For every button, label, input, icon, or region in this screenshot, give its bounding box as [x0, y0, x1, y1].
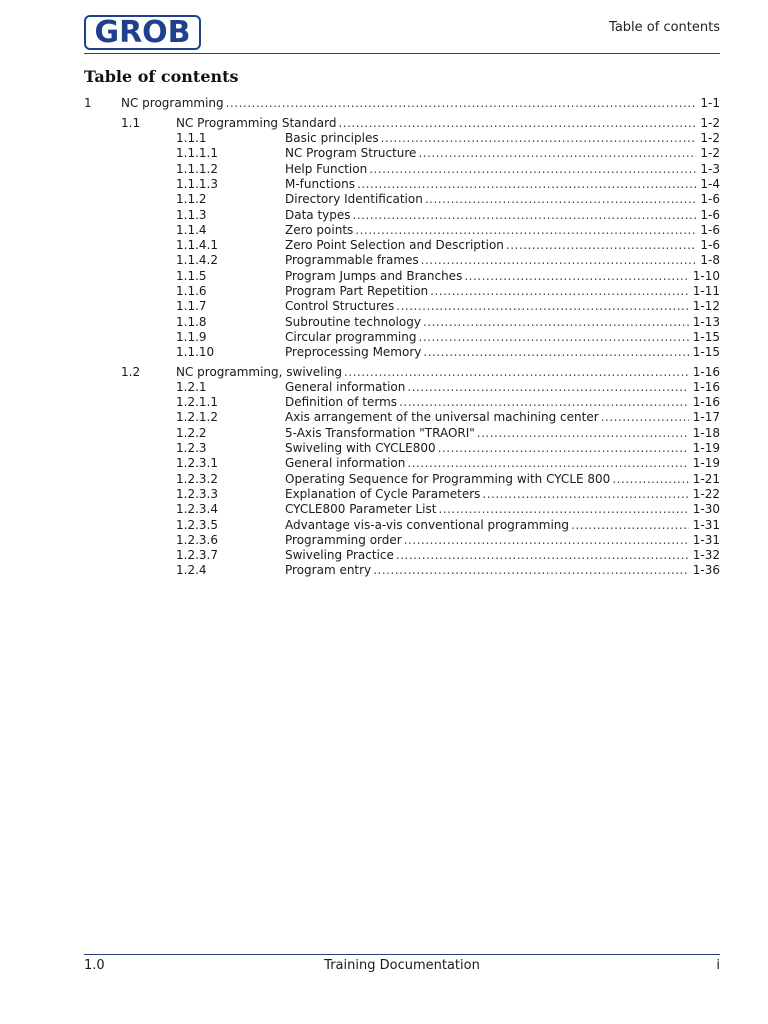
toc-entry-number: 1.2.3.3: [176, 486, 218, 501]
toc-entry-title: NC Programming Standard: [176, 115, 337, 130]
footer-title: Training Documentation: [324, 958, 480, 973]
toc-leader-dots: [396, 548, 689, 563]
toc-entry[interactable]: [84, 208, 720, 223]
toc-entry-number: 1.1.4: [176, 222, 207, 237]
toc-entry[interactable]: [84, 284, 720, 299]
toc-entry-page: 1-16: [692, 379, 720, 394]
toc-leader-dots: [355, 223, 696, 238]
toc-entry-title: Programming order: [285, 532, 402, 547]
toc-entry-number: 1.2.1.2: [176, 410, 218, 425]
toc-leader-dots: [381, 131, 697, 146]
toc-entry[interactable]: [84, 395, 720, 410]
toc-leader-dots: [338, 116, 696, 131]
toc-entry-page: 1-22: [692, 486, 720, 501]
grob-logo: GROB: [84, 15, 201, 50]
toc-entry-title: Zero Point Selection and Description: [285, 238, 504, 253]
toc-entry-title: Help Function: [285, 161, 368, 176]
toc-entry-page: 1-21: [692, 471, 720, 486]
toc-entry-title: Directory Identification: [285, 192, 423, 207]
toc-leader-dots: [482, 487, 688, 502]
toc-entry-number: 1.1.5: [176, 268, 207, 283]
header-title: Table of contents: [609, 20, 720, 35]
toc-entry[interactable]: [84, 365, 720, 380]
toc-entry-number: 1.2.4: [176, 563, 207, 578]
toc-entry[interactable]: [84, 345, 720, 360]
page-title: Table of contents: [84, 67, 239, 86]
toc-entry-page: 1-15: [692, 345, 720, 360]
toc-entry-number: 1.2.3.2: [176, 471, 218, 486]
toc-entry[interactable]: [84, 410, 720, 425]
toc-entry-title: General information: [285, 456, 406, 471]
toc-entry[interactable]: [84, 518, 720, 533]
toc-entry-title: CYCLE800 Parameter List: [285, 502, 437, 517]
toc-entry-number: 1.1.7: [176, 299, 207, 314]
toc-leader-dots: [571, 518, 689, 533]
toc-entry-page: 1-30: [692, 502, 720, 517]
toc-entry[interactable]: [84, 223, 720, 238]
toc-entry-number: 1.2.3.6: [176, 532, 218, 547]
toc-entry-title: Program Part Repetition: [285, 284, 429, 299]
toc-entry-number: 1.2.3.5: [176, 517, 218, 532]
header-divider: [84, 53, 720, 54]
toc-entry[interactable]: [84, 533, 720, 548]
toc-entry-title: Programmable frames: [285, 253, 419, 268]
toc-leader-dots: [226, 96, 697, 111]
toc-entry-page: 1-36: [692, 563, 720, 578]
toc-leader-dots: [430, 284, 689, 299]
toc-entry-number: 1.1.3: [176, 207, 207, 222]
toc-leader-dots: [418, 146, 696, 161]
toc-entry-title: NC programming, swiveling: [176, 364, 343, 379]
toc-entry[interactable]: [84, 441, 720, 456]
toc-entry-number: 1.2: [121, 364, 141, 379]
toc-entry[interactable]: [84, 563, 720, 578]
toc-leader-dots: [423, 345, 688, 360]
toc-entry-title: Explanation of Cycle Parameters: [285, 486, 481, 501]
toc-entry-number: 1.2.3: [176, 441, 207, 456]
toc-leader-dots: [421, 253, 697, 268]
toc-entry-number: 1.1.1: [176, 131, 207, 146]
toc-entry[interactable]: [84, 253, 720, 268]
toc-entry-page: 1-8: [700, 253, 720, 268]
toc-entry-title: 5-Axis Transformation "TRAORI": [285, 425, 475, 440]
toc-entry-page: 1-11: [692, 284, 720, 299]
toc-entry-page: 1-32: [692, 548, 720, 563]
toc-entry-page: 1-4: [700, 176, 720, 191]
toc-entry-title: Advantage vis-a-vis conventional programming: [285, 517, 570, 532]
toc-entry-title: NC Program Structure: [285, 146, 417, 161]
toc-leader-dots: [425, 192, 697, 207]
toc-entry-number: 1.1.1.1: [176, 146, 218, 161]
toc-entry-page: 1-6: [700, 222, 720, 237]
toc-entry-title: Operating Sequence for Programming with CYCLE 800: [285, 471, 611, 486]
toc-leader-dots: [399, 395, 689, 410]
toc-entry[interactable]: [84, 269, 720, 284]
toc-entry-number: 1.1.6: [176, 284, 207, 299]
table-of-contents: [84, 96, 720, 579]
toc-entry-page: 1-15: [692, 329, 720, 344]
toc-entry-number: 1.2.3.7: [176, 548, 218, 563]
toc-entry-page: 1-19: [692, 441, 720, 456]
footer-divider: [84, 954, 720, 955]
toc-entry[interactable]: [84, 146, 720, 161]
toc-entry-number: 1.1.1.2: [176, 161, 218, 176]
toc-entry[interactable]: [84, 426, 720, 441]
toc-leader-dots: [344, 365, 689, 380]
toc-entry-page: 1-6: [700, 192, 720, 207]
toc-entry[interactable]: [84, 177, 720, 192]
toc-entry-number: 1.1.10: [176, 345, 215, 360]
toc-entry-page: 1-10: [692, 268, 720, 283]
toc-leader-dots: [477, 426, 689, 441]
toc-entry-title: Swiveling Practice: [285, 548, 394, 563]
toc-leader-dots: [438, 441, 689, 456]
toc-entry-title: Swiveling with CYCLE800: [285, 441, 436, 456]
toc-entry-number: 1.1.8: [176, 314, 207, 329]
toc-entry-page: 1-31: [692, 532, 720, 547]
toc-leader-dots: [369, 162, 696, 177]
toc-entry-number: 1.2.2: [176, 425, 207, 440]
toc-leader-dots: [407, 456, 688, 471]
toc-entry-title: Subroutine technology: [285, 314, 421, 329]
toc-entry[interactable]: [84, 330, 720, 345]
toc-entry-number: 1.1.1.3: [176, 176, 218, 191]
toc-entry[interactable]: [84, 192, 720, 207]
toc-entry-page: 1-2: [700, 131, 720, 146]
toc-entry-title: M-functions: [285, 176, 355, 191]
toc-entry-page: 1-2: [700, 115, 720, 130]
toc-entry-title: Definition of terms: [285, 395, 398, 410]
toc-entry-title: Program entry: [285, 563, 372, 578]
toc-entry-page: 1-16: [692, 364, 720, 379]
toc-leader-dots: [612, 472, 688, 487]
toc-entry-number: 1.1.4.1: [176, 238, 218, 253]
footer-page-number: i: [716, 958, 720, 973]
toc-leader-dots: [353, 208, 697, 223]
toc-leader-dots: [506, 238, 697, 253]
toc-leader-dots: [396, 299, 689, 314]
toc-entry-number: 1.1.2: [176, 192, 207, 207]
toc-entry[interactable]: [84, 487, 720, 502]
toc-entry-number: 1.2.3.1: [176, 456, 218, 471]
toc-entry-page: 1-3: [700, 161, 720, 176]
toc-entry-title: Data types: [285, 207, 351, 222]
toc-entry-page: 1-13: [692, 314, 720, 329]
toc-leader-dots: [404, 533, 689, 548]
toc-entry-title: Circular programming: [285, 329, 417, 344]
toc-entry[interactable]: [84, 238, 720, 253]
toc-entry-title: Basic principles: [285, 131, 379, 146]
footer-version: 1.0: [84, 958, 105, 973]
toc-entry[interactable]: [84, 456, 720, 471]
toc-entry-number: 1.2.1.1: [176, 395, 218, 410]
toc-leader-dots: [357, 177, 696, 192]
toc-entry-title: Preprocessing Memory: [285, 345, 422, 360]
toc-leader-dots: [373, 563, 689, 578]
toc-entry-page: 1-1: [700, 96, 720, 110]
toc-leader-dots: [464, 269, 688, 284]
toc-entry-page: 1-18: [692, 425, 720, 440]
toc-entry[interactable]: [84, 96, 720, 111]
toc-entry-number: 1.2.1: [176, 379, 207, 394]
toc-leader-dots: [407, 380, 688, 395]
toc-entry[interactable]: [84, 315, 720, 330]
toc-entry-number: 1: [84, 96, 92, 110]
toc-leader-dots: [601, 410, 689, 425]
toc-entry-title: General information: [285, 379, 406, 394]
toc-entry[interactable]: [84, 472, 720, 487]
toc-entry-title: NC programming: [121, 96, 224, 110]
toc-entry-title: Control Structures: [285, 299, 395, 314]
toc-entry-number: 1.1: [121, 115, 141, 130]
toc-entry-title: Axis arrangement of the universal machining center: [285, 410, 599, 425]
toc-entry-page: 1-16: [692, 395, 720, 410]
toc-entry-page: 1-31: [692, 517, 720, 532]
toc-entry[interactable]: [84, 116, 720, 131]
toc-entry-number: 1.1.4.2: [176, 253, 218, 268]
toc-entry[interactable]: [84, 380, 720, 395]
toc-entry[interactable]: [84, 502, 720, 517]
toc-entry[interactable]: [84, 131, 720, 146]
toc-entry-page: 1-6: [700, 238, 720, 253]
toc-entry[interactable]: [84, 162, 720, 177]
toc-entry-page: 1-19: [692, 456, 720, 471]
toc-leader-dots: [419, 330, 689, 345]
toc-entry-title: Zero points: [285, 222, 354, 237]
toc-entry-number: 1.1.9: [176, 329, 207, 344]
toc-entry[interactable]: [84, 548, 720, 563]
toc-entry-page: 1-6: [700, 207, 720, 222]
toc-entry-number: 1.2.3.4: [176, 502, 218, 517]
toc-entry-title: Program Jumps and Branches: [285, 268, 463, 283]
toc-leader-dots: [438, 502, 688, 517]
toc-entry-page: 1-12: [692, 299, 720, 314]
toc-entry[interactable]: [84, 299, 720, 314]
toc-entry-page: 1-2: [700, 146, 720, 161]
toc-entry-page: 1-17: [692, 410, 720, 425]
toc-leader-dots: [423, 315, 689, 330]
